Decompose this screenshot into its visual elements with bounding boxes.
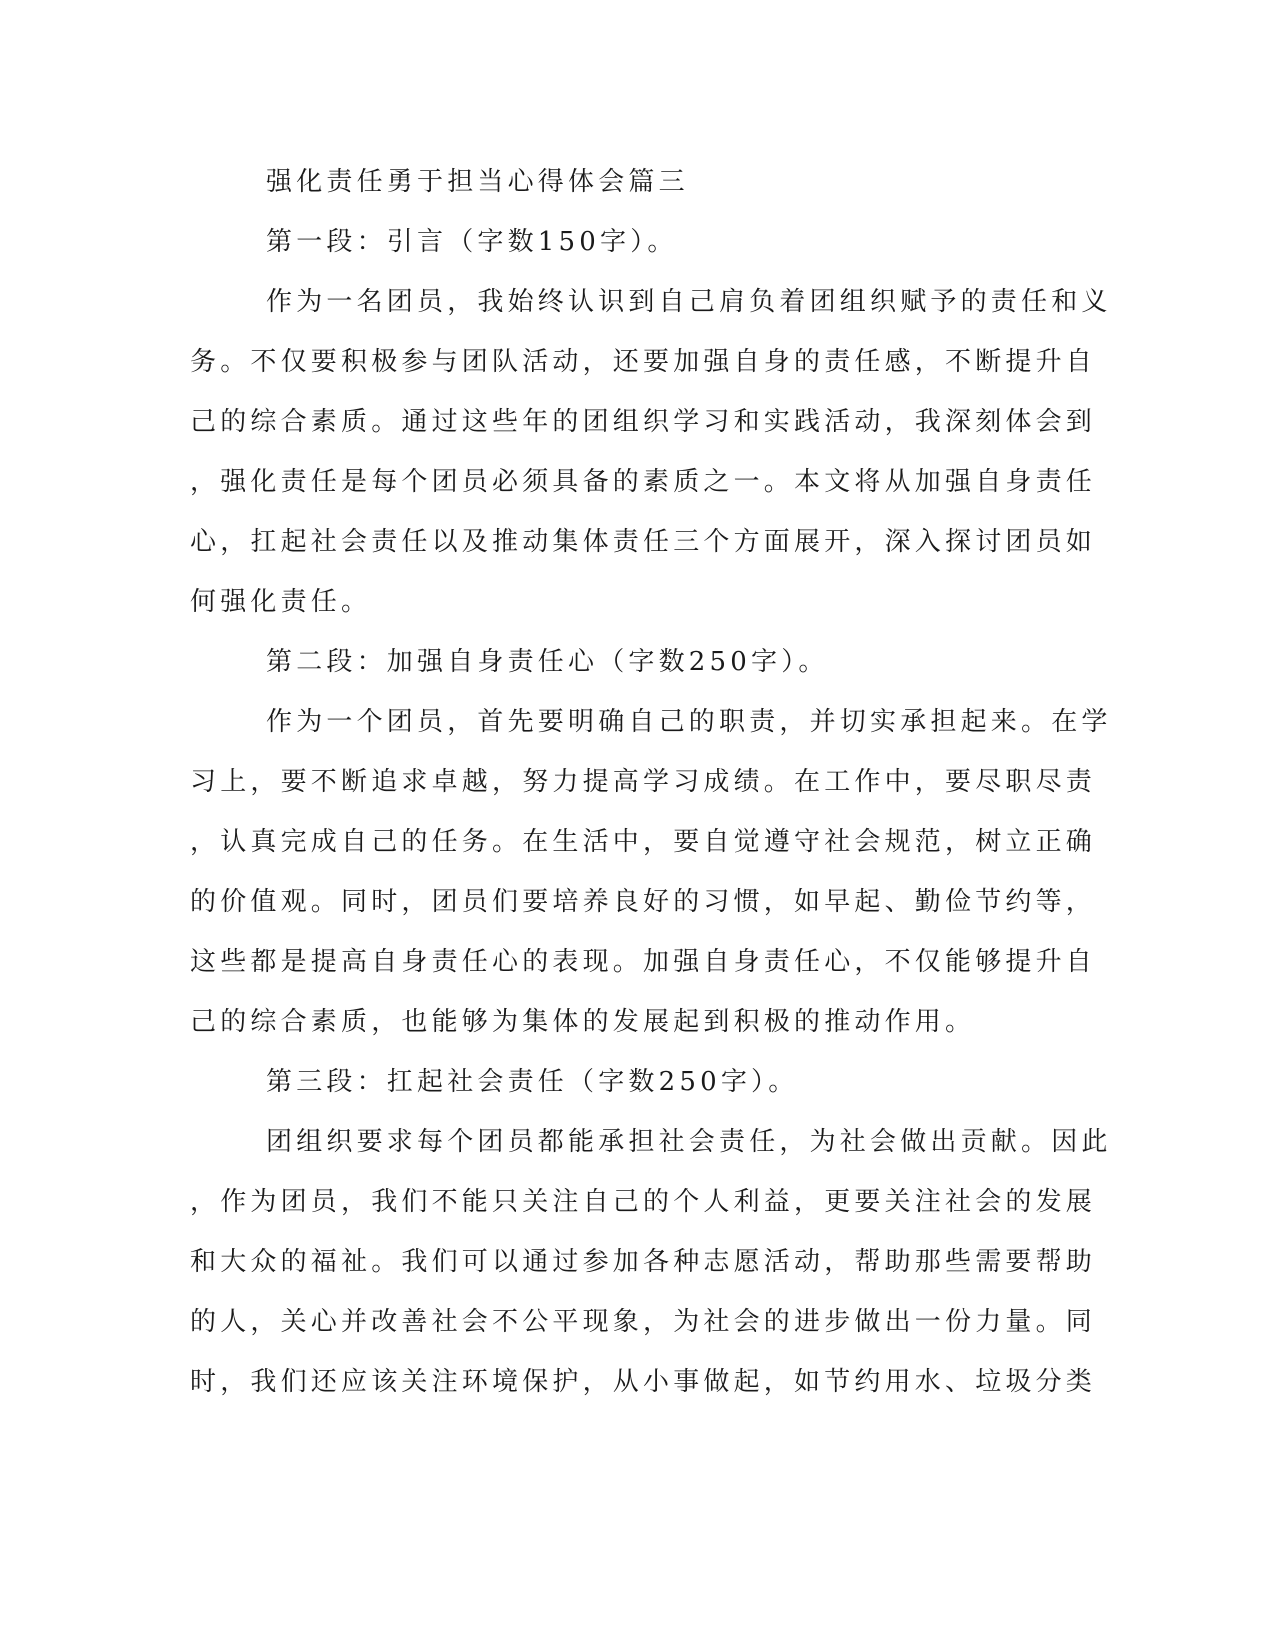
- section-heading: 第三段：扛起社会责任（字数250字）。: [266, 1067, 799, 1097]
- section-heading: 第一段：引言（字数150字）。: [266, 227, 678, 257]
- section-heading: 第二段：加强自身责任心（字数250字）。: [266, 647, 829, 677]
- paragraph-line: 和大众的福祉。我们可以通过参加各种志愿活动，帮助那些需要帮助: [190, 1247, 1097, 1277]
- paragraph-line: ，认真完成自己的任务。在生活中，要自觉遵守社会规范，树立正确: [190, 827, 1097, 857]
- paragraph-line: 心，扛起社会责任以及推动集体责任三个方面展开，深入探讨团员如: [190, 527, 1097, 557]
- paragraph-line: 的价值观。同时，团员们要培养良好的习惯，如早起、勤俭节约等，: [190, 887, 1097, 917]
- paragraph-line: 作为一名团员，我始终认识到自己肩负着团组织赋予的责任和义: [266, 287, 1112, 317]
- paragraph-line: 这些都是提高自身责任心的表现。加强自身责任心，不仅能够提升自: [190, 947, 1097, 977]
- paragraph-line: 己的综合素质，也能够为集体的发展起到积极的推动作用。: [190, 1007, 976, 1037]
- paragraph-line: 时，我们还应该关注环境保护，从小事做起，如节约用水、垃圾分类: [190, 1367, 1097, 1397]
- paragraph-line: 团组织要求每个团员都能承担社会责任，为社会做出贡献。因此: [266, 1127, 1112, 1157]
- paragraph-line: 务。不仅要积极参与团队活动，还要加强自身的责任感，不断提升自: [190, 347, 1097, 377]
- paragraph-line: 己的综合素质。通过这些年的团组织学习和实践活动，我深刻体会到: [190, 407, 1097, 437]
- paragraph-line: 何强化责任。: [190, 587, 372, 617]
- document-title: 强化责任勇于担当心得体会篇三: [266, 167, 689, 197]
- paragraph-line: 作为一个团员，首先要明确自己的职责，并切实承担起来。在学: [266, 707, 1112, 737]
- paragraph-line: ，强化责任是每个团员必须具备的素质之一。本文将从加强自身责任: [190, 467, 1097, 497]
- paragraph-line: 的人，关心并改善社会不公平现象，为社会的进步做出一份力量。同: [190, 1307, 1097, 1337]
- paragraph-line: 习上，要不断追求卓越，努力提高学习成绩。在工作中，要尽职尽责: [190, 767, 1097, 797]
- paragraph-line: ，作为团员，我们不能只关注自己的个人利益，更要关注社会的发展: [190, 1187, 1097, 1217]
